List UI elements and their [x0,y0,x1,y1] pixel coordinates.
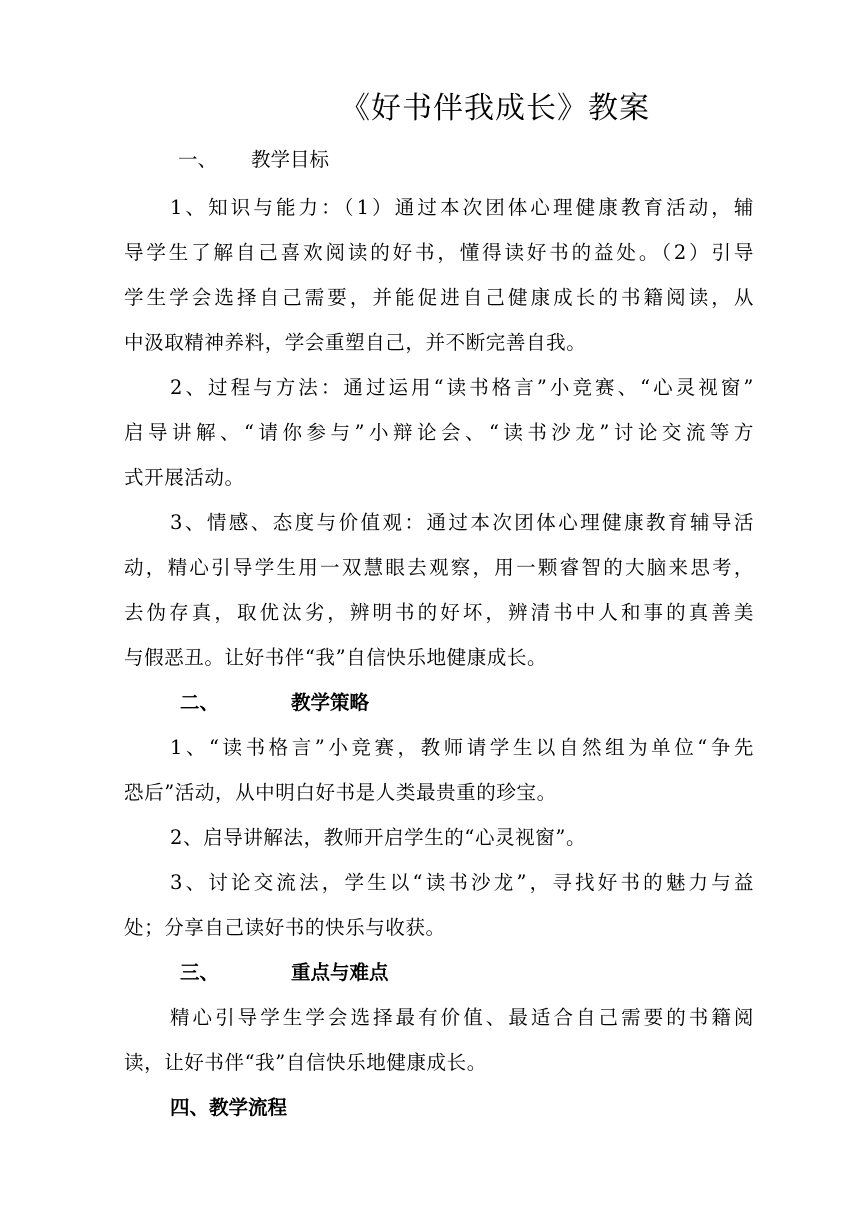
section-4-title: 教学流程 [209,1096,288,1119]
paragraph-line: 3、讨论交流法，学生以“读书沙龙”，寻找好书的魅力与益 [170,871,754,894]
section-2-number: 二、 [180,691,220,714]
paragraph-line: 3、情感、态度与价值观：通过本次团体心理健康教育辅导活 [170,511,754,534]
section-3-number: 三、 [180,961,220,984]
paragraph-line: 与假恶丑。让好书伴“我”自信快乐地健康成长。 [124,646,548,669]
paragraph-line: 2、过程与方法：通过运用“读书格言”小竞赛、“心灵视窗” [170,376,754,399]
paragraph-line: 动，精心引导学生用一双慧眼去观察，用一颗睿智的大脑来思考， [124,556,754,579]
section-1-title: 教学目标 [251,148,330,171]
paragraph-line: 处；分享自己读好书的快乐与收获。 [124,916,446,939]
section-4-heading [170,1088,287,1128]
document-title: 《好书伴我成长》教案 [340,91,650,126]
paragraph-line: 恐后”活动，从中明白好书是人类最贵重的珍宝。 [124,781,557,804]
paragraph-line: 导学生了解自己喜欢阅读的好书，懂得读好书的益处。（2）引导 [124,241,754,264]
section-1-heading [178,140,329,180]
section-3-heading [180,953,389,993]
paragraph-line: 中汲取精神养料，学会重塑自己，并不断完善自我。 [124,331,587,354]
paragraph-line: 去伪存真，取优汰劣，辨明书的好坏，辨清书中人和事的真善美 [124,601,754,624]
section-2-heading [180,683,369,723]
section-4-number: 四、 [170,1096,210,1119]
section-1-number: 一、 [178,148,218,171]
paragraph-line: 1、“读书格言”小竞赛，教师请学生以自然组为单位“争先 [170,736,754,759]
section-2-title: 教学策略 [291,691,370,714]
paragraph-line: 式开展活动。 [124,466,245,489]
paragraph-line: 2、启导讲解法，教师开启学生的“心灵视窗”。 [170,826,587,849]
paragraph-line: 1、知识与能力：（1）通过本次团体心理健康教育活动，辅 [170,196,754,219]
section-3-title: 重点与难点 [291,961,389,984]
paragraph-line: 学生学会选择自己需要，并能促进自己健康成长的书籍阅读，从 [124,286,754,309]
paragraph-line: 读，让好书伴“我”自信快乐地健康成长。 [124,1051,487,1074]
paragraph-line: 精心引导学生学会选择最有价值、最适合自己需要的书籍阅 [170,1006,754,1029]
paragraph-line: 启导讲解、“请你参与”小辩论会、“读书沙龙”讨论交流等方 [124,421,754,444]
